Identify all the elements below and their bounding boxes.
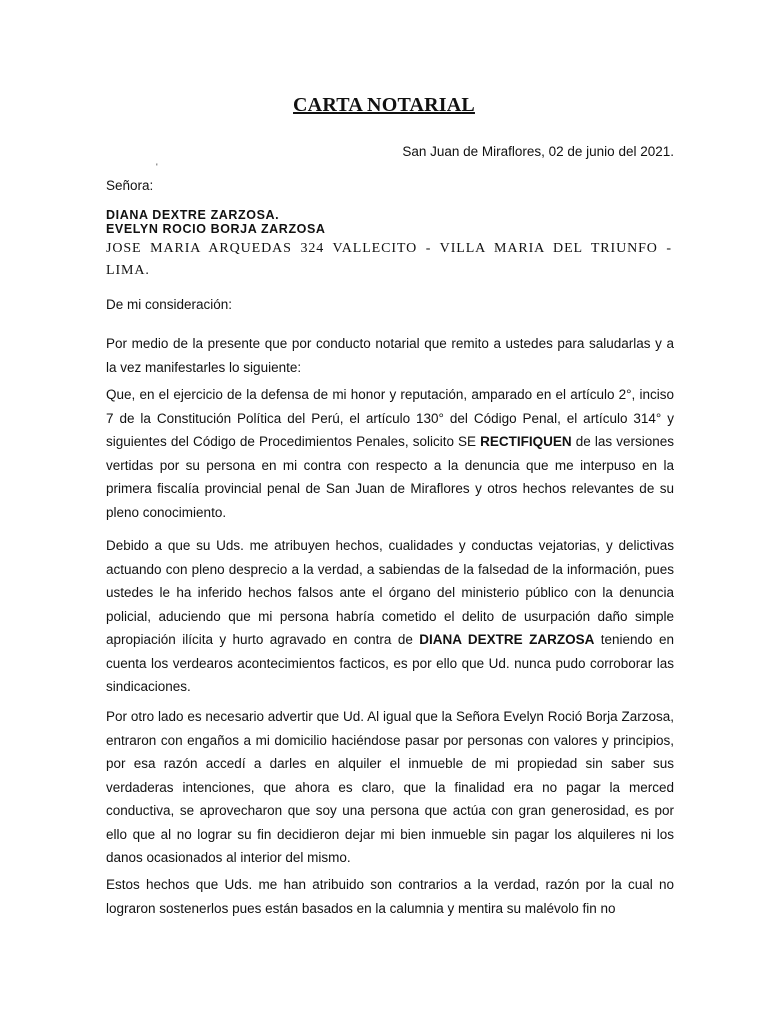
document-title: CARTA NOTARIAL [293, 94, 475, 116]
greeting: De mi consideración: [106, 297, 233, 312]
body-paragraph [106, 705, 674, 870]
paragraph-text: Debido a que su Uds. me atribuyen hechos, cualidades y conductas vejatorias, y delictivas actuando con pleno desprecio a la verdad, a sabiendas de la falsedad de la información, pues ustedes le ha inferido hechos falsos ante el órgano del ministerio público con la denuncia policial, aduciendo que mi persona habría cometido el delito de usurpación daño simple apropiación ilícita y hurto agravado en contra de [106, 538, 674, 647]
stray-mark: ' [156, 162, 158, 172]
emphasized-text: DIANA DEXTRE ZARZOSA [419, 632, 595, 647]
salutation: Señora: [106, 178, 154, 193]
body-paragraph [106, 873, 674, 920]
body-paragraph [106, 332, 674, 379]
paragraph-text: Por otro lado es necesario advertir que Ud. Al igual que la Señora Evelyn Roció Borja Zarzosa, entraron con engaños a mi domicilio haciéndose pasar por personas con valores y principios, por esa razón accedí a darles en alquiler el inmueble de mi propiedad sin saber sus verdaderas intenciones, que ahora es claro, que la finalidad era no pagar la merced conductiva, se aprovecharon que soy una persona que actúa con gran generosidad, es por ello que al no lograr su fin decidieron dejar mi bien inmueble sin pagar los alquileres ni los danos ocasionados al interior del mismo. [106, 709, 674, 865]
paragraph-text: de las versiones vertidas por su persona en mi contra con respecto a la denuncia que me interpuso en la primera fiscalía provincial penal de San Juan de Miraflores y otros hechos relevantes de su pleno conocimiento. [106, 434, 674, 520]
emphasized-text: RECTIFIQUEN [480, 434, 572, 449]
recipient-address: JOSE MARIA ARQUEDAS 324 VALLECITO - VILLA MARIA DEL TRIUNFO - LIMA. [106, 241, 672, 278]
recipient-name: EVELYN ROCIO BORJA ZARZOSA [106, 222, 326, 236]
date-line: San Juan de Miraflores, 02 de junio del 2021. [402, 144, 674, 159]
paragraph-text: Por medio de la presente que por conducto notarial que remito a ustedes para saludarlas y a la vez manifestarles lo siguiente: [106, 336, 674, 375]
paragraph-text: Estos hechos que Uds. me han atribuido son contrarios a la verdad, razón por la cual no lograron sostenerlos pues están basados en la calumnia y mentira su malévolo fin no [106, 877, 674, 916]
paragraph-text: teniendo en cuenta los verdearos acontecimientos facticos, es por ello que Ud. nunca pudo corroborar las sindicaciones. [106, 632, 674, 694]
paragraph-text: Que, en el ejercicio de la defensa de mi honor y reputación, amparado en el artículo 2°, inciso 7 de la Constitución Política del Perú, el artículo 130° del Código Penal, el artículo 314° y siguientes del Código de Procedimientos Penales, solicito SE [106, 387, 674, 449]
recipient-name: DIANA DEXTRE ZARZOSA. [106, 208, 280, 222]
body-paragraph [106, 383, 674, 524]
body-paragraph [106, 534, 674, 699]
